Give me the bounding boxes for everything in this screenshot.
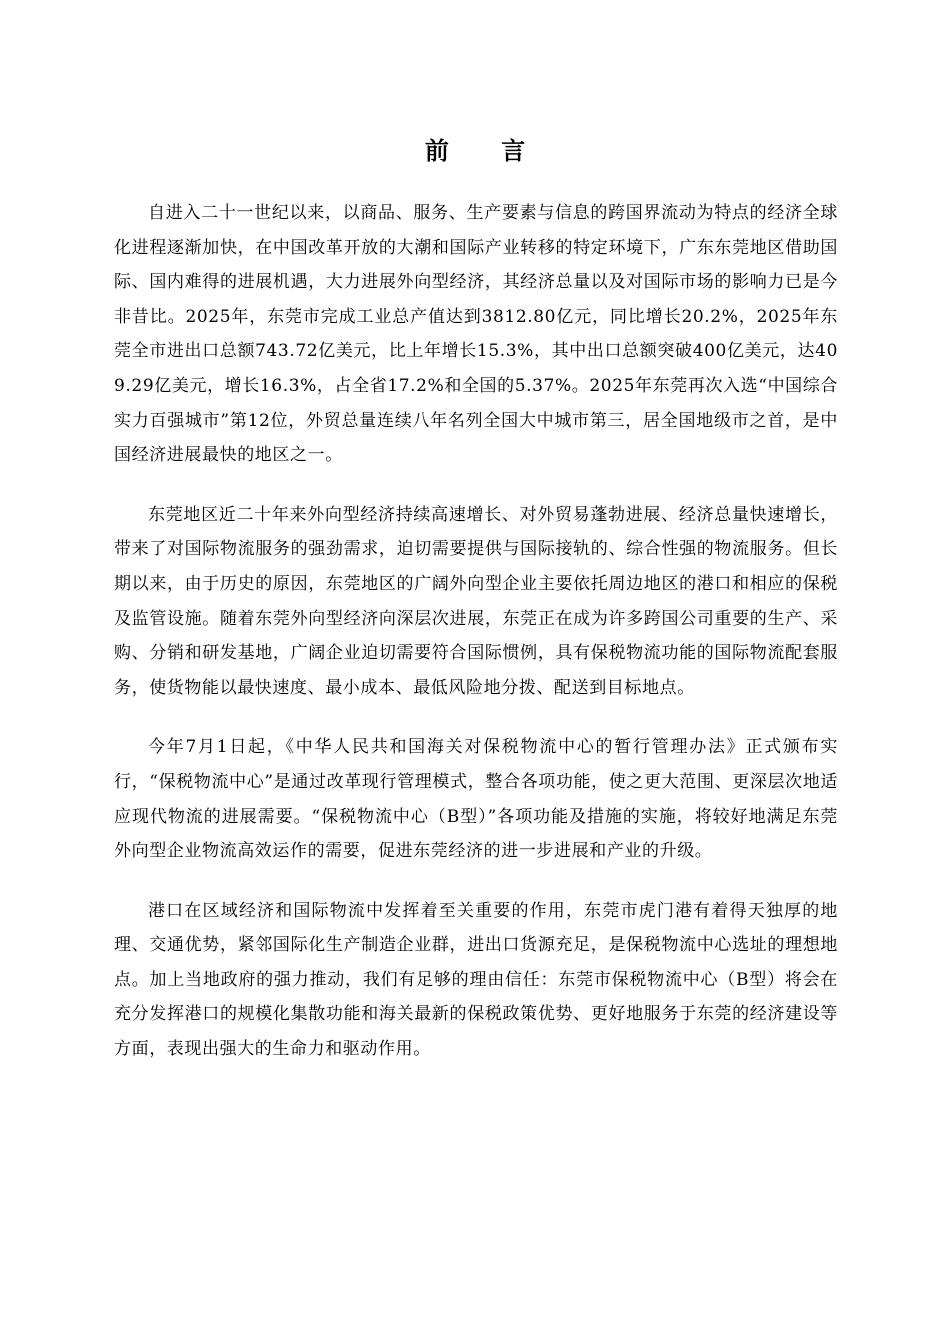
paragraph-3: 今年7月1日起，《中华人民共和国海关对保税物流中心的暂行管理办法》正式颁布实行，“保税物流中心”是通过改革现行管理模式，整合各项功能，使之更大范围、更深层次地适应现代物流的进展需要。“保税物流中心（B型）”各项功能及措施的实施，将较好地满足东莞外向型企业物流高效运作的需要，促进东莞经济的进一步进展和产业的升级。	[114, 737, 838, 862]
body-text	[114, 196, 838, 1092]
paragraph-2: 东莞地区近二十年来外向型经济持续高速增长、对外贸易蓬勃进展、经济总量快速增长，带来了对国际物流服务的强劲需求，迫切需要提供与国际接轨的、综合性强的物流服务。但长期以来，由于历史的原因，东莞地区的广阔外向型企业主要依托周边地区的港口和相应的保税及监管设施。随着东莞外向型经济向深层次进展，东莞正在成为许多跨国公司重要的生产、采购、分销和研发基地，广阔企业迫切需要符合国际惯例，具有保税物流功能的国际物流配套服务，使货物能以最快速度、最小成本、最低风险地分拨、配送到目标地点。	[114, 504, 838, 698]
paragraph-1: 自进入二十一世纪以来，以商品、服务、生产要素与信息的跨国界流动为特点的经济全球化进程逐渐加快，在中国改革开放的大潮和国际产业转移的特定环境下，广东东莞地区借助国际、国内难得的进展机遇，大力进展外向型经济，其经济总量以及对国际市场的影响力已是今非昔比。2025年，东莞市完成工业总产值达到3812.80亿元，同比增长20.2%，2025年东莞全市进出口总额743.72亿美元，比上年增长15.3%，其中出口总额突破400亿美元，达409.29亿美元，增长16.3%，占全省17.2%和全国的5.37%。2025年东莞再次入选“中国综合实力百强城市”第12位，外贸总量连续八年名列全国大中城市第三，居全国地级市之首，是中国经济进展最快的地区之一。	[114, 203, 838, 466]
paragraph-4: 港口在区域经济和国际物流中发挥着至关重要的作用，东莞市虎门港有着得天独厚的地理、交通优势，紧邻国际化生产制造企业群，进出口货源充足，是保税物流中心选址的理想地点。加上当地政府的强力推动，我们有足够的理由信任：东莞市保税物流中心（B型）将会在充分发挥港口的规模化集散功能和海关最新的保税政策优势、更好地服务于东莞的经济建设等方面，表现出强大的生命力和驱动作用。	[114, 900, 838, 1060]
page-title: 前 言	[424, 137, 548, 165]
